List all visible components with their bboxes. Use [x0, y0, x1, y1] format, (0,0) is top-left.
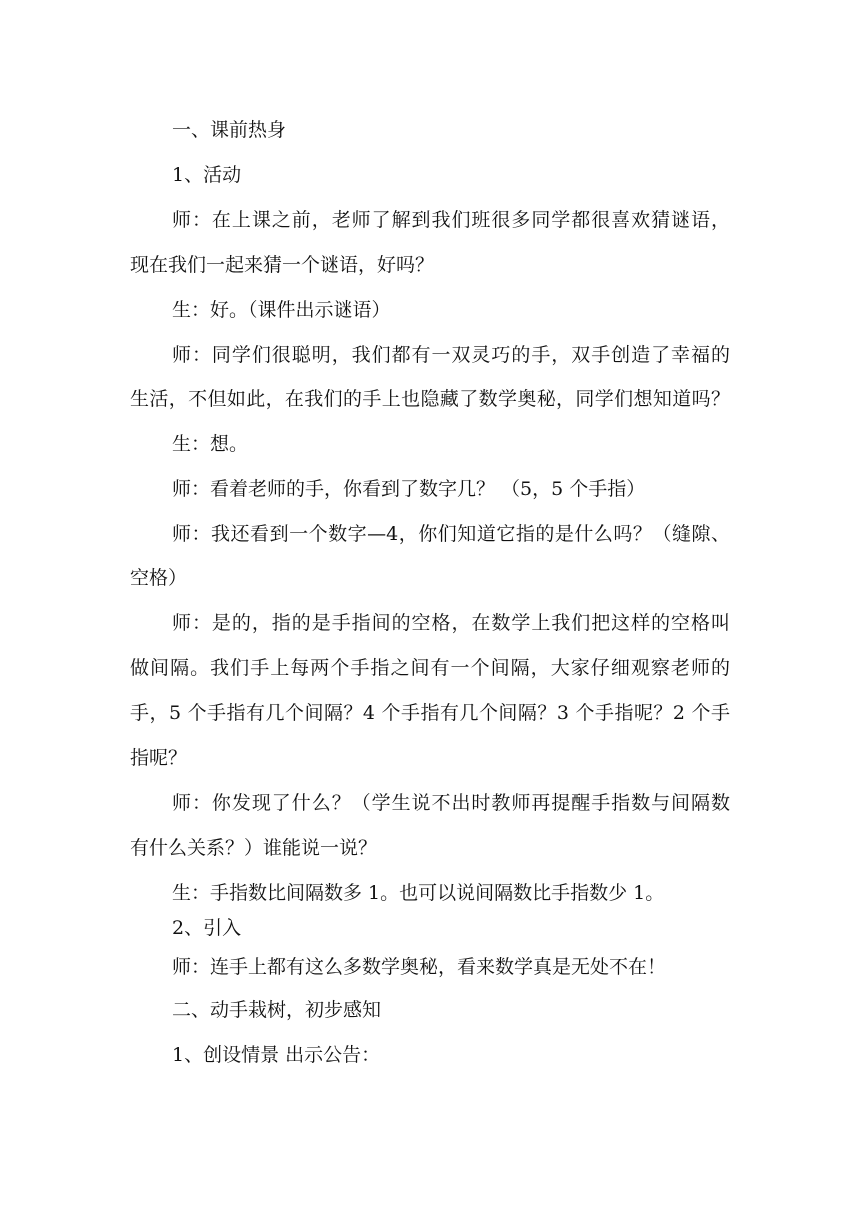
paragraph-line: 师：我还看到一个数字—4，你们知道它指的是什么吗？（缝隙、 — [172, 523, 730, 545]
paragraph-line: 生活，不但如此，在我们的手上也隐藏了数学奥秘，同学们想知道吗？ — [130, 388, 730, 410]
paragraph-line: 生：想。 — [172, 433, 249, 455]
paragraph-line: 空格） — [130, 567, 188, 589]
paragraph-line: 生：好。（课件出示谜语） — [172, 299, 391, 321]
paragraph-line: 师：在上课之前，老师了解到我们班很多同学都很喜欢猜谜语， — [172, 209, 730, 231]
section-heading-warmup: 一、课前热身 — [172, 119, 287, 141]
paragraph-line: 手，5 个手指有几个间隔？4 个手指有几个间隔？3 个手指呢？2 个手 — [130, 702, 730, 724]
paragraph-line: 师：同学们很聪明，我们都有一双灵巧的手，双手创造了幸福的 — [172, 344, 730, 366]
paragraph-line: 指呢？ — [130, 747, 188, 769]
section-heading-planting: 二、动手栽树，初步感知 — [172, 999, 382, 1021]
paragraph-line: 有什么关系？）谁能说一说？ — [130, 837, 378, 859]
paragraph-line: 师：连手上都有这么多数学奥秘，看来数学真是无处不在！ — [172, 956, 667, 978]
paragraph-line: 现在我们一起来猜一个谜语，好吗？ — [130, 254, 435, 276]
subheading-scenario: 1、创设情景 出示公告： — [172, 1044, 381, 1066]
paragraph-line: 师：看着老师的手，你看到了数字几？ （5，5 个手指） — [172, 478, 646, 500]
paragraph-line: 生：手指数比间隔数多 1。也可以说间隔数比手指数少 1。 — [172, 882, 665, 904]
paragraph-line: 师：是的，指的是手指间的空格，在数学上我们把这样的空格叫 — [172, 612, 730, 634]
subheading-activity: 1、活动 — [172, 164, 242, 186]
subheading-intro: 2、引入 — [172, 917, 242, 939]
paragraph-line: 师：你发现了什么？（学生说不出时教师再提醒手指数与间隔数 — [172, 792, 730, 814]
paragraph-line: 做间隔。我们手上每两个手指之间有一个间隔，大家仔细观察老师的 — [130, 657, 730, 679]
